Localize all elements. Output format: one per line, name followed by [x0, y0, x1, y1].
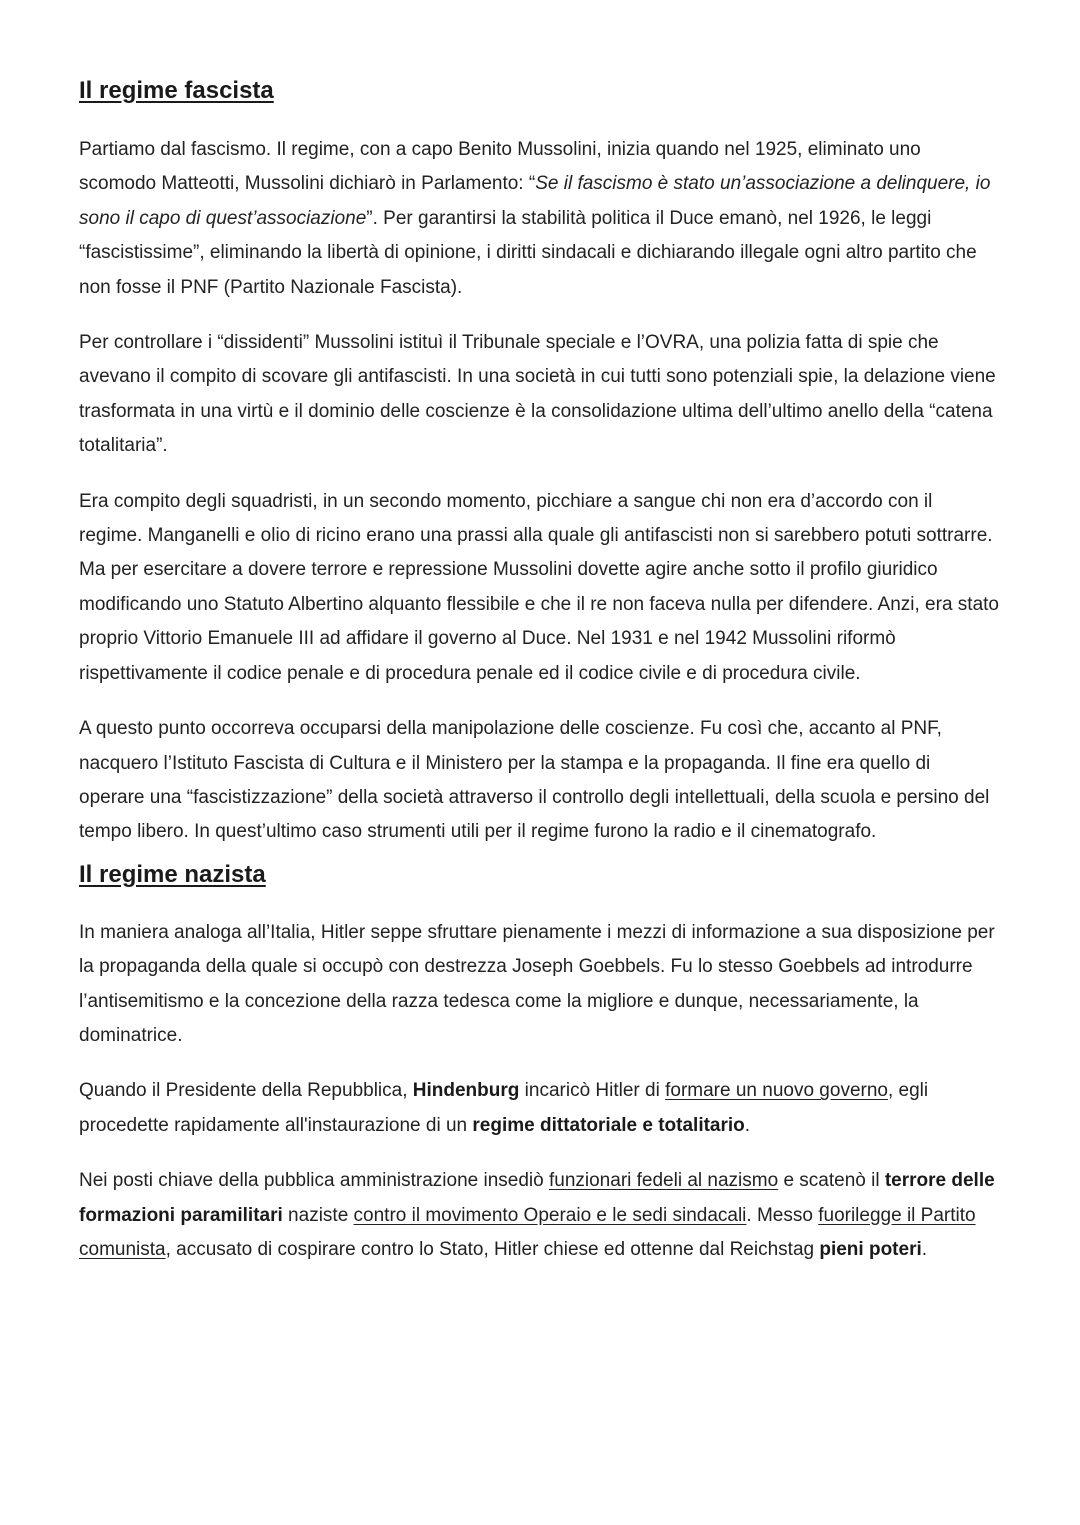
- text-run: Quando il Presidente della Repubblica,: [79, 1080, 413, 1102]
- bold-regime-dittatoriale: regime dittatoriale e totalitario: [472, 1114, 745, 1136]
- text-run: Nei posti chiave della pubblica amministrazione insediò: [79, 1170, 549, 1192]
- underline-formare-governo: formare un nuovo governo: [665, 1080, 888, 1102]
- bold-pieni-poteri: pieni poteri: [819, 1238, 922, 1260]
- paragraph-hindenburg: [79, 1074, 1000, 1143]
- bold-terrore: terrore delle formazioni paramilitari: [79, 1170, 995, 1226]
- paragraph-posti-chiave: [79, 1164, 1000, 1267]
- paragraph-squadristi: Era compito degli squadristi, in un secondo momento, picchiare a sangue chi non era d’accordo con il regime. Manganelli e olio di ricino erano una prassi alla quale gli antifascisti non si sarebbero potuti sottrarre. Ma per esercitare a dovere terrore e repressione Mussolini dovette agire anche sotto il profilo giuridico modificando uno Statuto Albertino alquanto flessibile e che il re non faceva nulla per difendere. Anzi, era stato proprio Vittorio Emanuele III ad affidare il governo al Duce. Nel 1931 e nel 1942 Mussolini riformò rispettivamente il codice penale e di procedura penale ed il codice civile e di procedura civile.: [79, 490, 999, 684]
- heading-regime-fascista: Il regime fascista: [79, 77, 274, 104]
- bold-hindenburg: Hindenburg: [412, 1080, 520, 1102]
- heading-regime-nazista: Il regime nazista: [79, 860, 266, 888]
- text-run: , egli procedette rapidamente all'instaurazione di un: [79, 1080, 929, 1136]
- text-run: , accusato di cospirare contro lo Stato, Hitler chiese ed ottenne dal Reichstag: [165, 1238, 820, 1260]
- text-run: .: [921, 1238, 928, 1260]
- underline-partito-comunista: fuorilegge il Partito comunista: [79, 1204, 976, 1260]
- paragraph-coscienze: A questo punto occorreva occuparsi della manipolazione delle coscienze. Fu così che, accanto al PNF, nacquero l’Istituto Fascista di Cultura e il Ministero per la stampa e la propaganda. Il fine era quello di operare una “fascistizzazione” della società attraverso il controllo degli intellettuali, della scuola e persino del tempo libero. In quest’ultimo caso strumenti utili per il regime furono la radio e il cinematografo.: [79, 718, 990, 843]
- text-run: .: [744, 1114, 751, 1136]
- text-run: incaricò Hitler di: [519, 1080, 666, 1102]
- text-run: naziste: [282, 1204, 354, 1226]
- text-run: e scatenò il: [778, 1170, 885, 1192]
- text-run: ”. Per garantirsi la stabilità politica il Duce emanò, nel 1926, le leggi “fascistissime”, eliminando la libertà di opinione, i diritti sindacali e dichiarando illegale ogni altro partito che non fosse il PNF (Partito Nazionale Fascista).: [79, 207, 977, 298]
- text-run: . Messo: [746, 1204, 819, 1226]
- paragraph-fascismo-intro: [79, 133, 1000, 305]
- underline-movimento-operaio: contro il movimento Operaio e le sedi sindacali: [353, 1204, 747, 1226]
- underline-funzionari: funzionari fedeli al nazismo: [548, 1170, 779, 1192]
- text-run: Partiamo dal fascismo. Il regime, con a capo Benito Mussolini, inizia quando nel 1925, eliminato uno scomodo Matteotti, Mussolini dichiarò in Parlamento: “: [79, 139, 921, 195]
- quote-mussolini: Se il fascismo è stato un’associazione a delinquere, io sono il capo di quest’associazione: [79, 173, 991, 229]
- paragraph-dissidenti: Per controllare i “dissidenti” Mussolini istituì il Tribunale speciale e l’OVRA, una polizia fatta di spie che avevano il compito di scovare gli antifascisti. In una società in cui tutti sono potenziali spie, la delazione viene trasformata in una virtù e il dominio delle coscienze è la consolidazione ultima dell’ultimo anello della “catena totalitaria”.: [79, 332, 996, 457]
- paragraph-goebbels: In maniera analoga all’Italia, Hitler seppe sfruttare pienamente i mezzi di informazione a sua disposizione per la propaganda della quale si occupò con destrezza Joseph Goebbels. Fu lo stesso Goebbels ad introdurre l’antisemitismo e la concezione della razza tedesca come la migliore e dunque, necessariamente, la dominatrice.: [79, 921, 995, 1046]
